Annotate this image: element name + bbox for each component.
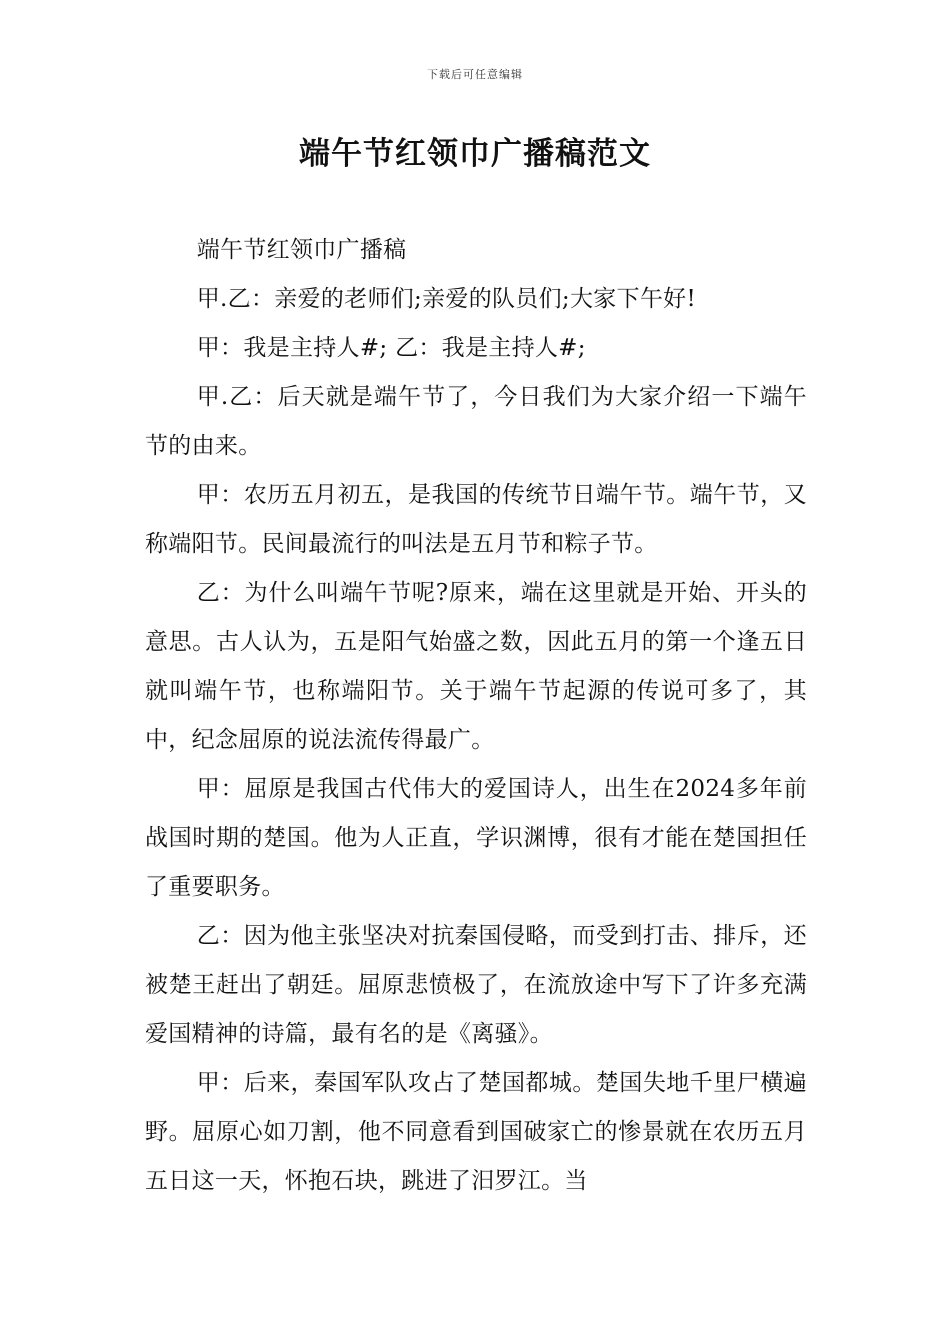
paragraph: 甲：屈原是我国古代伟大的爱国诗人，出生在2024多年前战国时期的楚国。他为人正直，学识渊博，很有才能在楚国担任了重要职务。 [145, 776, 807, 900]
paragraph: 甲：后来，秦国军队攻占了楚国都城。楚国失地千里尸横遍野。屈原心如刀割，他不同意看到国破家亡的惨景就在农历五月五日这一天，怀抱石块，跳进了汨罗江。当 [145, 1070, 807, 1194]
document-title: 端午节红领巾广播稿范文 [299, 136, 651, 172]
paragraph-greeting: 甲.乙：亲爱的老师们;亲爱的队员们;大家下午好! [196, 286, 697, 312]
header-note: 下载后可任意编辑 [427, 68, 523, 81]
paragraph: 甲：农历五月初五，是我国的传统节日端午节。端午节，又称端阳节。民间最流行的叫法是五月节和粽子节。 [145, 482, 807, 557]
document-body [145, 226, 807, 1206]
paragraph: 乙：因为他主张坚决对抗秦国侵略，而受到打击、排斥，还被楚王赶出了朝廷。屈原悲愤极了，在流放途中写下了许多充满爱国精神的诗篇，最有名的是《离骚》。 [145, 923, 807, 1047]
paragraph: 乙：为什么叫端午节呢?原来，端在这里就是开始、开头的意思。古人认为，五是阳气始盛之数，因此五月的第一个逢五日就叫端午节，也称端阳节。关于端午节起源的传说可多了，其中，纪念屈原的说法流传得最广。 [145, 580, 807, 753]
paragraph-intro: 甲.乙：后天就是端午节了，今日我们为大家介绍一下端午节的由来。 [145, 384, 807, 459]
paragraph-subtitle: 端午节红领巾广播稿 [196, 237, 407, 263]
paragraph-hosts: 甲：我是主持人#; 乙：我是主持人#; [196, 335, 586, 361]
